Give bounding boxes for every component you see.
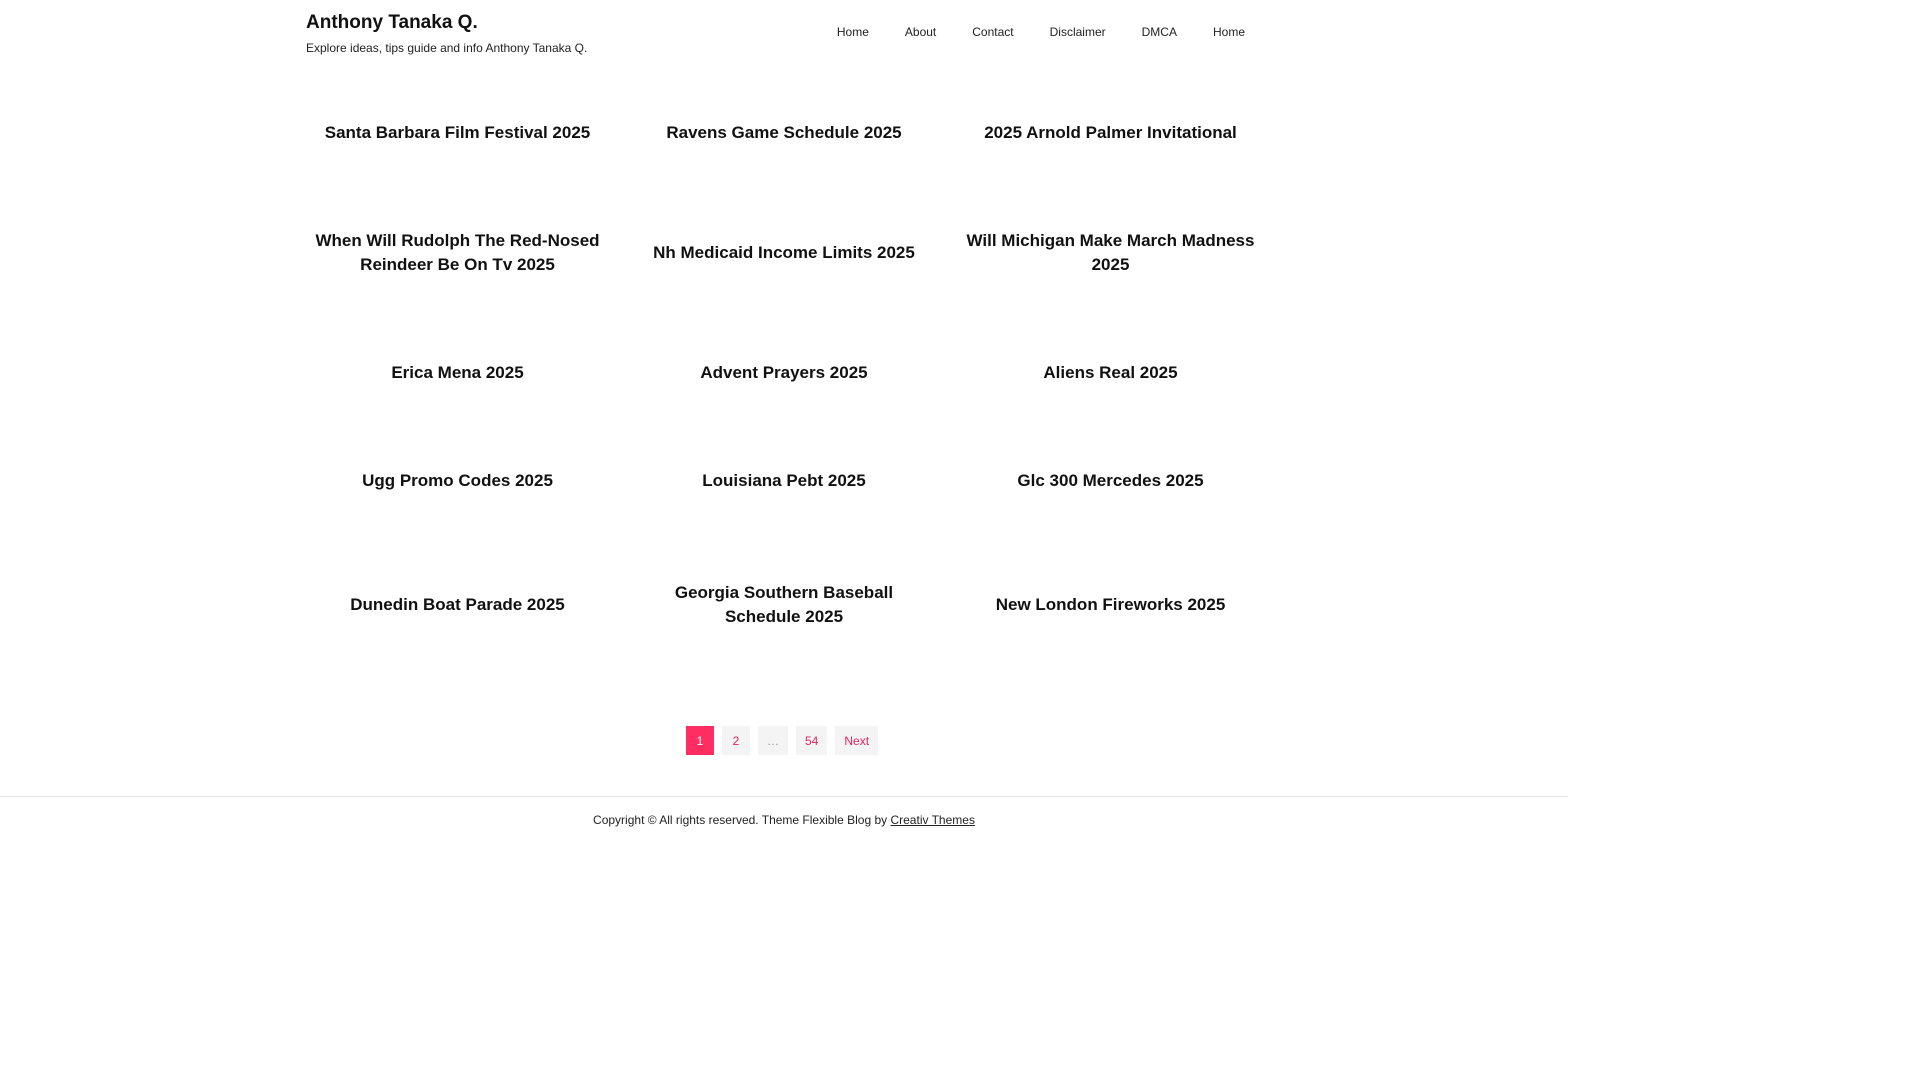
post-card bbox=[294, 425, 621, 537]
post-card bbox=[621, 425, 947, 537]
post-card bbox=[947, 425, 1274, 537]
post-title-link[interactable]: Georgia Southern Baseball Schedule 2025 bbox=[674, 582, 894, 626]
post-card bbox=[621, 80, 947, 185]
footer-copyright bbox=[593, 813, 975, 827]
post-title-link[interactable]: New London Fireworks 2025 bbox=[995, 594, 1226, 614]
nav-item-about[interactable]: About bbox=[904, 25, 937, 39]
post-title-link[interactable]: Dunedin Boat Parade 2025 bbox=[350, 594, 565, 614]
nav-item-dmca[interactable]: DMCA bbox=[1141, 25, 1177, 39]
post-card bbox=[947, 185, 1274, 320]
post-title-link[interactable]: Santa Barbara Film Festival 2025 bbox=[324, 122, 591, 142]
site-footer bbox=[0, 796, 1568, 882]
theme-author-link[interactable]: Creativ Themes bbox=[890, 813, 975, 827]
post-title-link[interactable]: Louisiana Pebt 2025 bbox=[702, 471, 866, 490]
post-card bbox=[294, 537, 621, 672]
site-header bbox=[0, 0, 1568, 80]
post-card bbox=[294, 80, 621, 185]
post-title-link[interactable]: Glc 300 Mercedes 2025 bbox=[1017, 471, 1204, 490]
branding bbox=[306, 12, 587, 55]
post-grid bbox=[294, 80, 1274, 672]
next-page-link[interactable]: Next bbox=[835, 726, 878, 755]
post-title-link[interactable]: Nh Medicaid Income Limits 2025 bbox=[653, 242, 915, 262]
post-card bbox=[947, 80, 1274, 185]
nav-item-home[interactable]: Home bbox=[836, 25, 869, 39]
main-nav bbox=[837, 25, 1245, 40]
page-2-link[interactable]: 2 bbox=[722, 726, 750, 755]
site-description: Explore ideas, tips guide and info Anthony Tanaka Q. bbox=[306, 41, 588, 55]
nav-item-contact[interactable]: Contact bbox=[972, 25, 1014, 39]
post-title-link[interactable]: Ravens Game Schedule 2025 bbox=[666, 122, 902, 142]
post-title-link[interactable]: Will Michigan Make March Madness 2025 bbox=[966, 230, 1255, 274]
post-title-link[interactable]: 2025 Arnold Palmer Invitational bbox=[984, 122, 1237, 142]
post-title-link[interactable]: When Will Rudolph The Red-Nosed Reindeer Be On Tv 2025 bbox=[315, 230, 600, 274]
post-card bbox=[294, 185, 621, 320]
post-card bbox=[621, 537, 947, 672]
pagination bbox=[686, 726, 878, 755]
site-title-link[interactable]: Anthony Tanaka Q. bbox=[306, 12, 478, 33]
page-ellipsis: … bbox=[758, 726, 788, 755]
post-title-link[interactable]: Ugg Promo Codes 2025 bbox=[362, 471, 553, 490]
post-title-link[interactable]: Erica Mena 2025 bbox=[391, 362, 524, 382]
footer-copyright-text: Copyright © All rights reserved. Theme Flexible Blog by bbox=[593, 813, 891, 827]
nav-item-home-2[interactable]: Home bbox=[1212, 25, 1245, 39]
post-title-link[interactable]: Aliens Real 2025 bbox=[1043, 362, 1178, 382]
page-last-link[interactable]: 54 bbox=[796, 726, 827, 755]
post-card bbox=[294, 320, 621, 425]
post-card bbox=[621, 185, 947, 320]
post-title-link[interactable]: Advent Prayers 2025 bbox=[700, 362, 868, 382]
post-card bbox=[947, 537, 1274, 672]
page-current: 1 bbox=[686, 726, 714, 755]
post-card bbox=[621, 320, 947, 425]
post-card bbox=[947, 320, 1274, 425]
nav-item-disclaimer[interactable]: Disclaimer bbox=[1049, 25, 1106, 39]
